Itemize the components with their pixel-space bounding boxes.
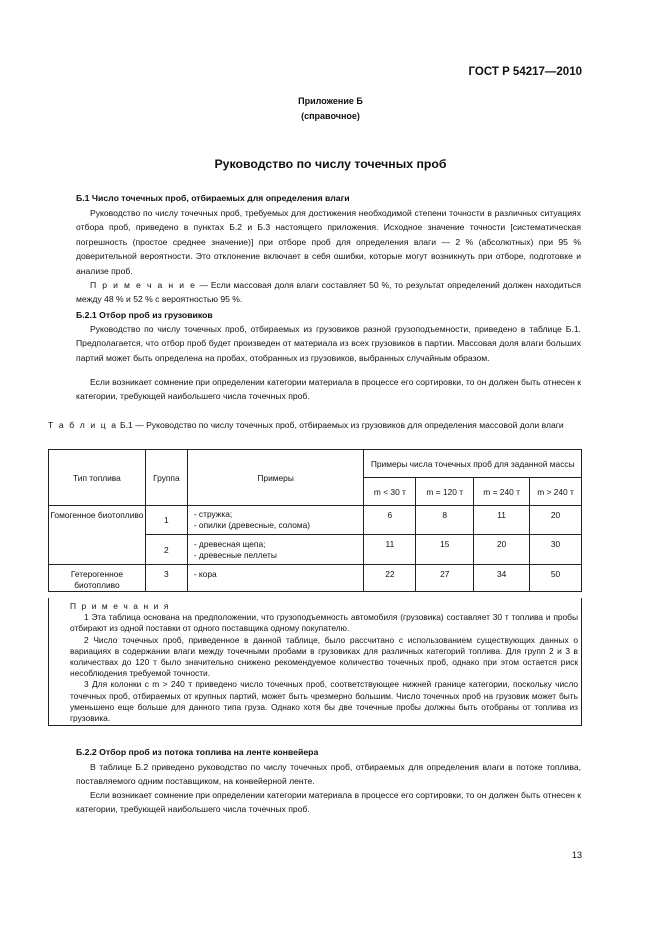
document-header: ГОСТ Р 54217—2010 [468, 66, 582, 78]
cell-group: 1 [145, 506, 187, 535]
cell-group: 2 [145, 535, 187, 565]
cell-fuel-type: Гомогенное биотопливо [49, 506, 146, 565]
table-row [49, 565, 582, 592]
header-mass-4: m > 240 т [530, 478, 582, 506]
header-examples: Примеры [187, 450, 364, 506]
cell-value: 11 [474, 506, 530, 535]
cell-examples [187, 506, 364, 535]
cell-value: 6 [364, 506, 416, 535]
cell-value: 20 [474, 535, 530, 565]
section-b22-heading: Б.2.2 Отбор проб из потока топлива на ленте конвейера [76, 747, 319, 757]
table-caption-text: Б.1 — Руководство по числу точечных проб, отбираемых из грузовиков для определения массовой доли влаги [117, 420, 564, 430]
table-notes [48, 598, 582, 726]
section-b22-paragraph-2: Если возникает сомнение при определении категории материала в процессе его сортировки, то он должен быть отнесен к категории, требующей наибольшего числа точечных проб. [76, 790, 581, 815]
table-note-1: 1 Эта таблица основана на предположении, что грузоподъемность автомобиля (грузовика) составляет 30 т топлива и пробы отбирают из одной поставки от одного поставщика одному покупателю. [70, 612, 578, 634]
cell-value: 20 [530, 506, 582, 535]
table-caption [48, 419, 582, 432]
example-item: - древесная щепа; [193, 538, 266, 549]
note-text: — Если массовая доля влаги составляет 50 %, то результат определений должен находиться между 48 % и 52 % с вероятностью 95 %. [76, 280, 581, 305]
example-item: - стружка; [193, 509, 233, 519]
cell-value: 8 [416, 506, 474, 535]
note-label: П р и м е ч а н и е [90, 280, 197, 290]
header-mass-1: m < 30 т [364, 478, 416, 506]
page-title: Руководство по числу точечных проб [214, 157, 447, 171]
table-note-2: 2 Число точечных проб, приведенное в данной таблице, было рассчитано с использованием существующих данных о вариациях в содержании влаги между точечными пробами в грузовиках для различных категорий топлива. Для групп 2 и 3 в количествах до 120 т было значительно снижено рекомендуемое количество точечных проб, однако при этом остается риск несоблюдения требуемой точности. [70, 634, 578, 679]
header-fuel-type: Тип топлива [49, 450, 146, 506]
section-b21-paragraph-1: Руководство по числу точечных проб, отбираемых из грузовиков разной грузоподъемности, приведено в таблице Б.1. Предполагается, что отбор проб будет произведен от материала из всех грузовиков в партии. Массовая доля влаги больших партий может быть определена на пробах, отобранных из грузовиков, выбранных случайным образом. [76, 324, 581, 363]
table-note-3: 3 Для колонки с m > 240 т приведено число точечных проб, соответствующее нижней границе категории, поскольку число точечных проб, отбираемых от крупных партий, может быть чрезмерно большим. Число точечных проб на грузовик может быть уменьшено еще больше для данного типа груза. Однако хотя бы две точечные пробы должны быть отобраны от топлива из грузовика. [70, 679, 578, 724]
header-mass-2: m = 120 т [416, 478, 474, 506]
page-number: 13 [571, 850, 582, 860]
cell-value: 15 [416, 535, 474, 565]
section-b1-paragraph: Руководство по числу точечных проб, требуемых для достижения необходимой степени точности в различных ситуациях отбора проб, приведено в пунктах Б.2 и Б.3 настоящего приложения. Исходное значение точности [систематическая погрешность (простое среднее значение)] при отборе проб для определения влаги — 2 % (абсолютных) при 95 % доверительной вероятности. Это отклонение включает в себя ошибки, которые могут возникнуть при отборе, подготовке и анализе проб. [76, 208, 581, 276]
cell-value: 22 [364, 565, 416, 592]
example-item: - опилки (древесные, солома) [193, 520, 311, 530]
cell-value: 50 [530, 565, 582, 592]
cell-value: 11 [364, 535, 416, 565]
cell-value: 27 [416, 565, 474, 592]
section-b1-note [76, 278, 581, 307]
section-b21-paragraph-2: Если возникает сомнение при определении категории материала в процессе его сортировки, то он должен быть отнесен к категории, требующей наибольшего числа точечных проб. [76, 377, 581, 402]
header-samples: Примеры числа точечных проб для заданной массы [364, 450, 582, 478]
header-mass-3: m = 240 т [474, 478, 530, 506]
cell-examples [187, 565, 364, 592]
notes-label: П р и м е ч а н и я [70, 601, 170, 611]
table-caption-label: Т а б л и ц а [48, 420, 118, 430]
cell-examples [187, 535, 364, 565]
cell-value: 30 [530, 535, 582, 565]
section-b22-paragraph-1: В таблице Б.2 приведено руководство по числу точечных проб, отбираемых для определения влаги в потоке топлива, поставляемого одним поставщиком, на конвейерной ленте. [76, 762, 581, 787]
sampling-table [48, 449, 582, 592]
example-item: - древесные пеллеты [193, 549, 277, 560]
appendix-name: Приложение Б [298, 96, 363, 106]
cell-value: 34 [474, 565, 530, 592]
header-group: Группа [145, 450, 187, 506]
section-b21-heading: Б.2.1 Отбор проб из грузовиков [76, 310, 213, 320]
table-row [49, 506, 582, 535]
cell-fuel-type: Гетерогенное биотопливо [49, 565, 146, 592]
example-item: - кора [193, 569, 217, 579]
cell-group: 3 [145, 565, 187, 592]
appendix-type: (справочное) [301, 111, 360, 121]
section-b1-heading: Б.1 Число точечных проб, отбираемых для определения влаги [76, 193, 350, 203]
appendix-heading [0, 94, 661, 124]
